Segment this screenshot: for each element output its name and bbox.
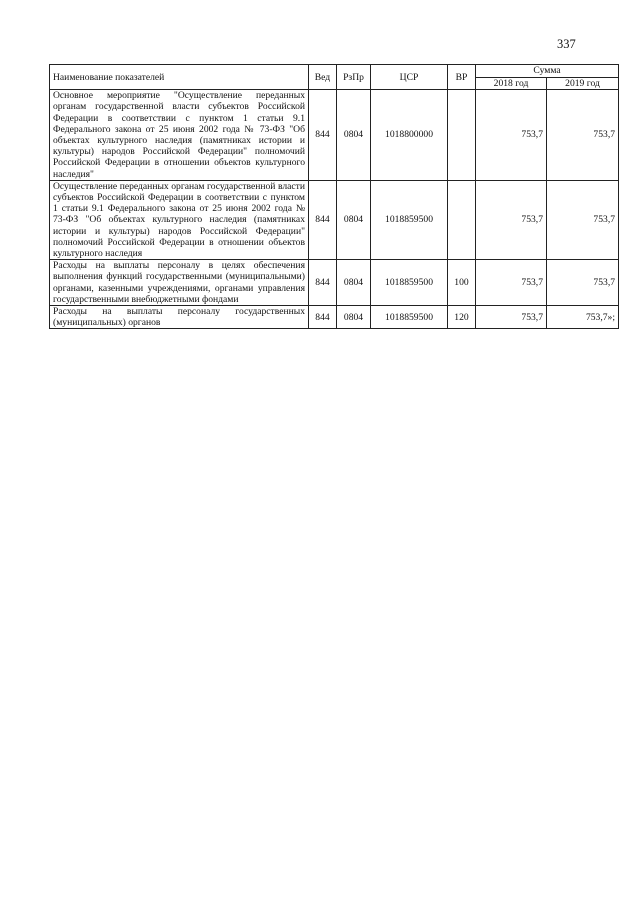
row-2019: 753,7»; <box>547 306 619 329</box>
row-name: Расходы на выплаты персоналу в целях обеспечения выполнения функций государственными (муниципальными) органами, казенными учреждениями, органами управления государственными внебюджетными фондами <box>50 260 309 306</box>
row-rzpr: 0804 <box>337 180 371 259</box>
row-rzpr: 0804 <box>337 306 371 329</box>
table-row <box>50 260 619 306</box>
row-ved: 844 <box>309 260 337 306</box>
row-2019: 753,7 <box>547 90 619 181</box>
row-name: Основное мероприятие "Осуществление переданных органам государственной власти субъектов Российской Федерации в соответствии с пунктом 1 статьи 9.1 Федерального закона от 25 июня 2002 года № 73-ФЗ "Об объектах культурного наследия (памятниках истории и культуры) народов Российской Федерации" полномочий Российской Федерации в отношении объектов культурного наследия" <box>50 90 309 181</box>
header-ved: Вед <box>309 65 337 90</box>
header-name: Наименование показателей <box>50 65 309 90</box>
page-number: 337 <box>557 37 576 51</box>
header-csr: ЦСР <box>371 65 448 90</box>
row-vr <box>448 90 476 181</box>
table-row <box>50 306 619 329</box>
row-2018: 753,7 <box>476 90 547 181</box>
row-2018: 753,7 <box>476 260 547 306</box>
row-csr: 1018800000 <box>371 90 448 181</box>
table-row <box>50 180 619 259</box>
header-vr: ВР <box>448 65 476 90</box>
row-ved: 844 <box>309 306 337 329</box>
row-2019: 753,7 <box>547 180 619 259</box>
budget-table <box>49 64 619 329</box>
row-2019: 753,7 <box>547 260 619 306</box>
header-rzpr: РзПр <box>337 65 371 90</box>
row-csr: 1018859500 <box>371 306 448 329</box>
row-ved: 844 <box>309 90 337 181</box>
header-row <box>50 65 619 78</box>
row-vr: 100 <box>448 260 476 306</box>
header-2018: 2018 год <box>476 78 547 90</box>
header-sum: Сумма <box>476 65 619 78</box>
row-csr: 1018859500 <box>371 180 448 259</box>
row-vr <box>448 180 476 259</box>
row-name: Осуществление переданных органам государственной власти субъектов Российской Федерации в соответствии с пунктом 1 статьи 9.1 Федерального закона от 25 июня 2002 года № 73-ФЗ "Об объектах культурного наследия (памятниках истории и культуры) народов Российской Федерации" полномочий Российской Федерации в отношении объектов культурного наследия <box>50 180 309 259</box>
row-csr: 1018859500 <box>371 260 448 306</box>
row-2018: 753,7 <box>476 306 547 329</box>
row-name: Расходы на выплаты персоналу государственных (муниципальных) органов <box>50 306 309 329</box>
row-vr: 120 <box>448 306 476 329</box>
row-ved: 844 <box>309 180 337 259</box>
row-2018: 753,7 <box>476 180 547 259</box>
row-rzpr: 0804 <box>337 90 371 181</box>
table-row <box>50 90 619 181</box>
header-2019: 2019 год <box>547 78 619 90</box>
row-rzpr: 0804 <box>337 260 371 306</box>
